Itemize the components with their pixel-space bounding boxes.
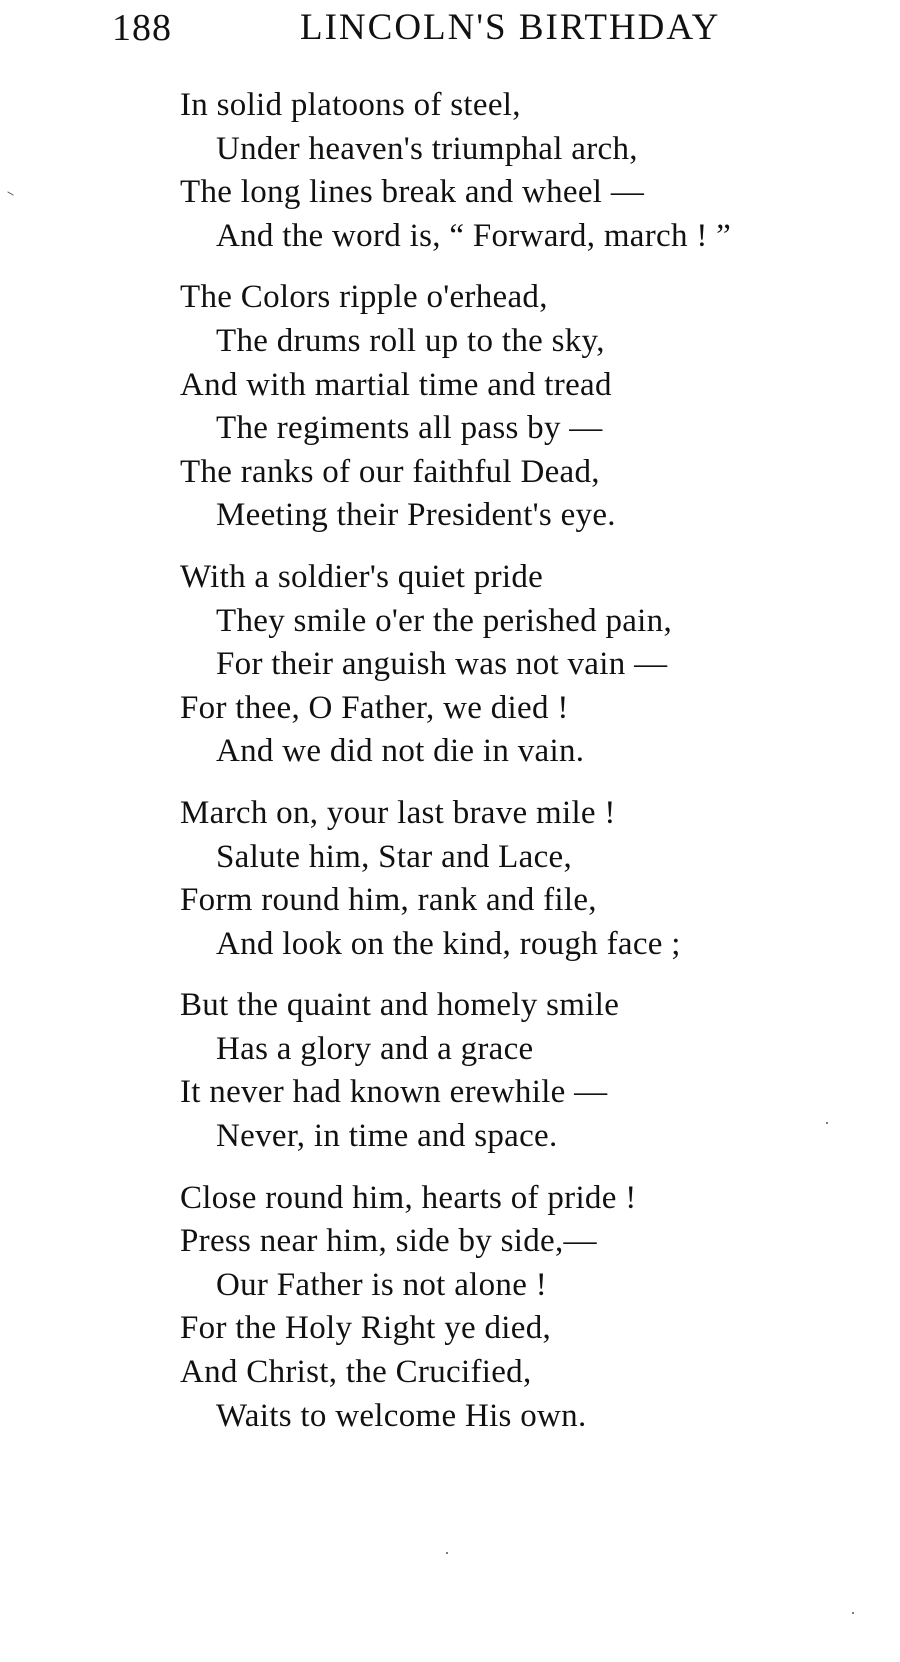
poem-line: Under heaven's triumphal arch, (216, 130, 638, 167)
poem-line: And Christ, the Crucified, (180, 1354, 532, 1391)
poem-line: It never had known erewhile — (180, 1074, 608, 1111)
poem-line: They smile o'er the perished pain, (216, 602, 673, 639)
poem-line: Press near him, side by side,— (180, 1223, 597, 1260)
stanza-4 (0, 792, 900, 966)
scan-speck (826, 1122, 828, 1124)
poem-line: And the word is, “ Forward, march ! ” (216, 217, 732, 254)
page-number: 188 (112, 7, 172, 49)
stanza-5 (0, 984, 900, 1158)
poem (0, 84, 900, 1456)
stanza-1 (0, 84, 900, 258)
poem-line: The Colors ripple o'erhead, (180, 279, 548, 316)
poem-line: The long lines break and wheel — (180, 174, 645, 211)
poem-line: The ranks of our faithful Dead, (180, 453, 600, 490)
poem-line: For the Holy Right ye died, (180, 1310, 552, 1347)
running-title: LINCOLN'S BIRTHDAY (300, 7, 721, 48)
poem-line: And look on the kind, rough face ; (216, 925, 681, 962)
poem-line: Waits to welcome His own. (216, 1397, 587, 1434)
poem-line: And with martial time and tread (180, 366, 612, 403)
poem-line: Meeting their President's eye. (216, 497, 616, 534)
poem-line: With a soldier's quiet pride (180, 558, 544, 595)
poem-line: Has a glory and a grace (216, 1030, 534, 1067)
poem-line: For their anguish was not vain — (216, 646, 668, 683)
poem-line: Never, in time and space. (216, 1118, 558, 1155)
poem-line: But the quaint and homely smile (180, 987, 620, 1024)
poem-line: Salute him, Star and Lace, (216, 838, 573, 875)
poem-line: And we did not die in vain. (216, 733, 585, 770)
stanza-6 (0, 1177, 900, 1439)
poem-line: For thee, O Father, we died ! (180, 689, 569, 726)
stanza-2 (0, 276, 900, 538)
scan-speck (852, 1612, 854, 1614)
poem-line: March on, your last brave mile ! (180, 794, 616, 831)
poem-line: Form round him, rank and file, (180, 882, 597, 919)
stanza-3 (0, 556, 900, 774)
page-header (0, 6, 900, 54)
poem-line: Close round him, hearts of pride ! (180, 1179, 637, 1216)
poem-line: Our Father is not alone ! (216, 1266, 548, 1303)
poem-line: The regiments all pass by — (216, 410, 603, 447)
scan-speck (446, 1552, 448, 1554)
poem-line: In solid platoons of steel, (180, 87, 521, 123)
poem-line: The drums roll up to the sky, (216, 322, 605, 359)
